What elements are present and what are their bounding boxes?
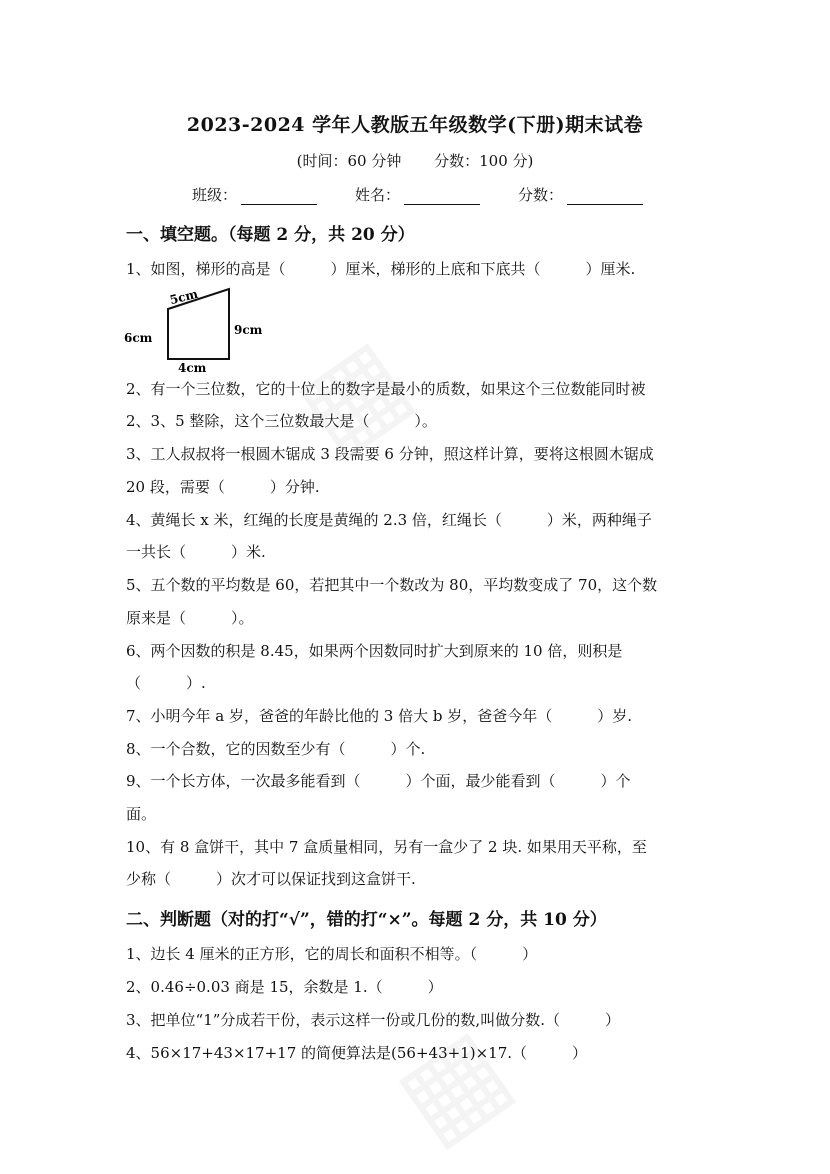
score-text: 分数：100 分) — [434, 152, 534, 170]
question-line: 8、一个合数，它的因数至少有（ ）个. — [126, 740, 426, 758]
question-line: 一共长（ ）米. — [126, 543, 266, 561]
name-label: 姓名： — [355, 186, 401, 204]
class-blank[interactable] — [241, 188, 317, 205]
exam-meta — [0, 150, 830, 171]
question-line: 4、黄绳长 x 米，红绳的长度是黄绳的 2.3 倍，红绳长（ ）米，两种绳子 — [126, 511, 652, 529]
question-line: 3、把单位“1”分成若干份，表示这样一份或几份的数,叫做分数.（ ） — [126, 1011, 620, 1029]
class-field — [192, 184, 317, 205]
label-top: 5cm — [168, 286, 200, 308]
label-bottom: 4cm — [178, 361, 207, 374]
question-line: 2、3、5 整除，这个三位数最大是（ ）。 — [126, 412, 437, 430]
page-title: 2023-2024 学年人教版五年级数学(下册)期末试卷 — [186, 114, 644, 136]
section-2-heading: 二、判断题（对的打“√”，错的打“×”。每题 2 分，共 10 分） — [126, 910, 607, 930]
question-line: 2、有一个三位数，它的十位上的数字是最小的质数，如果这个三位数能同时被 — [126, 380, 646, 398]
question-line: 少称（ ）次才可以保证找到这盒饼干. — [126, 870, 416, 888]
section-1-heading: 一、填空题。（每题 2 分，共 20 分） — [126, 225, 415, 245]
student-info — [192, 184, 681, 205]
name-blank[interactable] — [404, 188, 480, 205]
label-right: 9cm — [234, 323, 263, 337]
question-line: 1、如图，梯形的高是（ ）厘米，梯形的上底和下底共（ ）厘米. — [126, 260, 636, 278]
question-line: 9、一个长方体，一次最多能看到（ ）个面，最少能看到（ ）个 — [126, 772, 631, 790]
question-line: 面。 — [126, 805, 157, 823]
trapezoid-figure — [122, 284, 282, 374]
score-label: 分数： — [518, 186, 564, 204]
class-label: 班级： — [192, 186, 238, 204]
question-line: 6、两个因数的积是 8.45，如果两个因数同时扩大到原来的 10 倍，则积是 — [126, 642, 623, 660]
question-line: 20 段，需要（ ）分钟. — [126, 478, 320, 496]
question-line: 3、工人叔叔将一根圆木锯成 3 段需要 6 分钟，照这样计算，要将这根圆木锯成 — [126, 445, 654, 463]
name-field — [355, 184, 480, 205]
question-line: 10、有 8 盒饼干，其中 7 盒质量相同，另有一盒少了 2 块. 如果用天平称，至 — [126, 838, 647, 856]
score-blank[interactable] — [567, 188, 643, 205]
time-text: (时间：60 分钟 — [296, 152, 402, 170]
question-line: 1、边长 4 厘米的正方形，它的周长和面积不相等。（ ） — [126, 945, 538, 963]
question-line: 5、五个数的平均数是 60，若把其中一个数改为 80，平均数变成了 70，这个数 — [126, 576, 658, 594]
question-line: 2、0.46÷0.03 商是 15，余数是 1.（ ） — [126, 978, 443, 996]
question-line: 4、56×17+43×17+17 的简便算法是(56+43+1)×17.（ ） — [126, 1044, 588, 1062]
question-line: 原来是（ ）。 — [126, 609, 254, 627]
question-line: （ ）. — [126, 674, 206, 692]
question-line: 7、小明今年 a 岁，爸爸的年龄比他的 3 倍大 b 岁，爸爸今年（ ）岁. — [126, 707, 633, 725]
label-left: 6cm — [124, 331, 153, 345]
score-field — [518, 184, 643, 205]
